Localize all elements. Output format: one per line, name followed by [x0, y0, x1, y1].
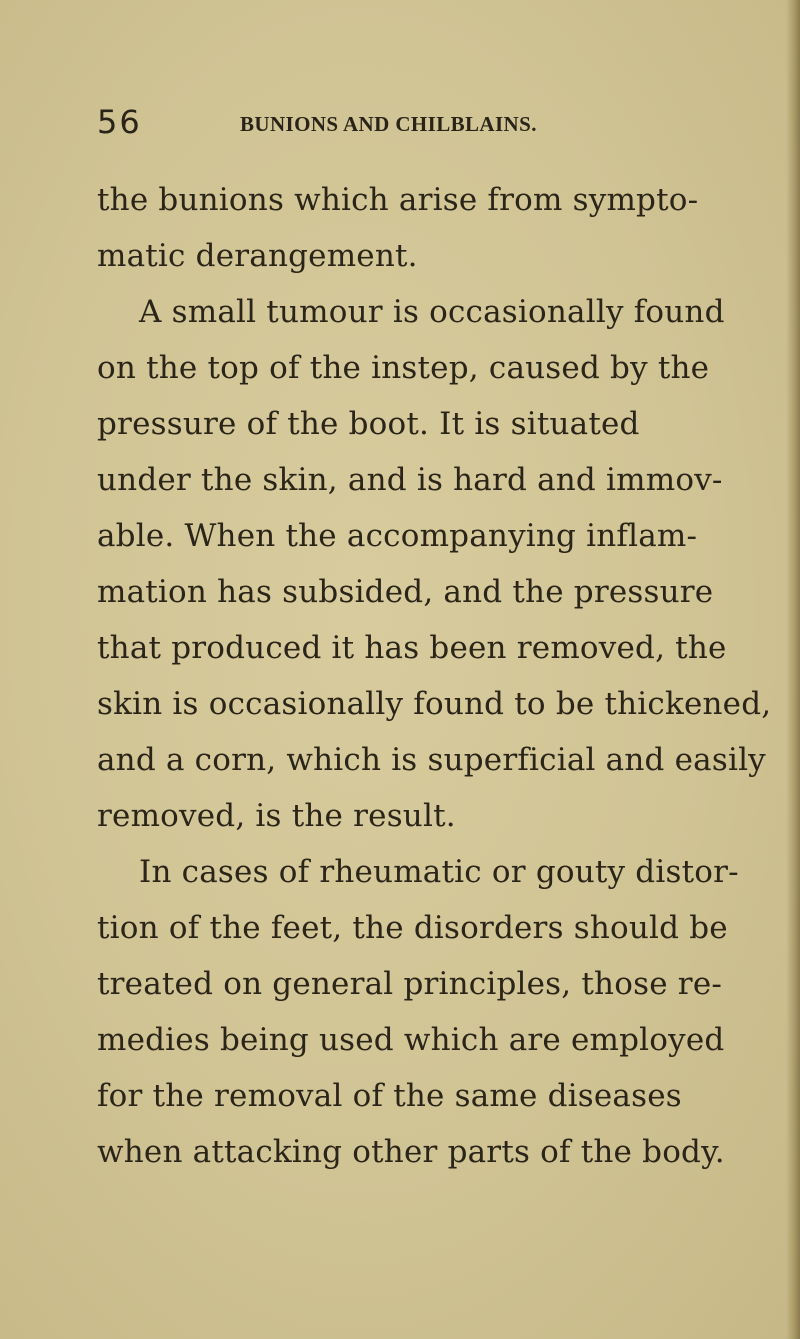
text-line: and a corn, which is superficial and easily	[97, 742, 766, 778]
page-header	[97, 100, 597, 144]
text-line: treated on general principles, those re-	[97, 966, 723, 1002]
text-line: the bunions which arise from sympto-	[97, 182, 699, 218]
text-line: when attacking other parts of the body.	[97, 1134, 725, 1170]
text-line: under the skin, and is hard and immov-	[97, 462, 723, 498]
text-line: that produced it has been removed, the	[97, 630, 727, 666]
text-line: skin is occasionally found to be thickened,	[97, 686, 772, 722]
text-line: pressure of the boot. It is situated	[97, 406, 640, 442]
text-line: on the top of the instep, caused by the	[97, 350, 710, 386]
text-line: medies being used which are employed	[97, 1022, 725, 1058]
paragraph-start-line: A small tumour is occasionally found	[139, 294, 725, 330]
running-head: BUNIONS AND CHILBLAINS.	[240, 112, 537, 136]
page-edge-shadow	[786, 0, 800, 1339]
body-text	[97, 172, 772, 1180]
text-line: mation has subsided, and the pressure	[97, 574, 714, 610]
text-line: removed, is the result.	[97, 798, 456, 834]
text-line: for the removal of the same diseases	[97, 1078, 682, 1114]
text-line: matic derangement.	[97, 238, 418, 274]
paragraph-start-line: In cases of rheumatic or gouty distor-	[139, 854, 739, 890]
page-number: 56	[97, 103, 142, 141]
text-line: able. When the accompanying inflam-	[97, 518, 698, 554]
text-line: tion of the feet, the disorders should be	[97, 910, 728, 946]
